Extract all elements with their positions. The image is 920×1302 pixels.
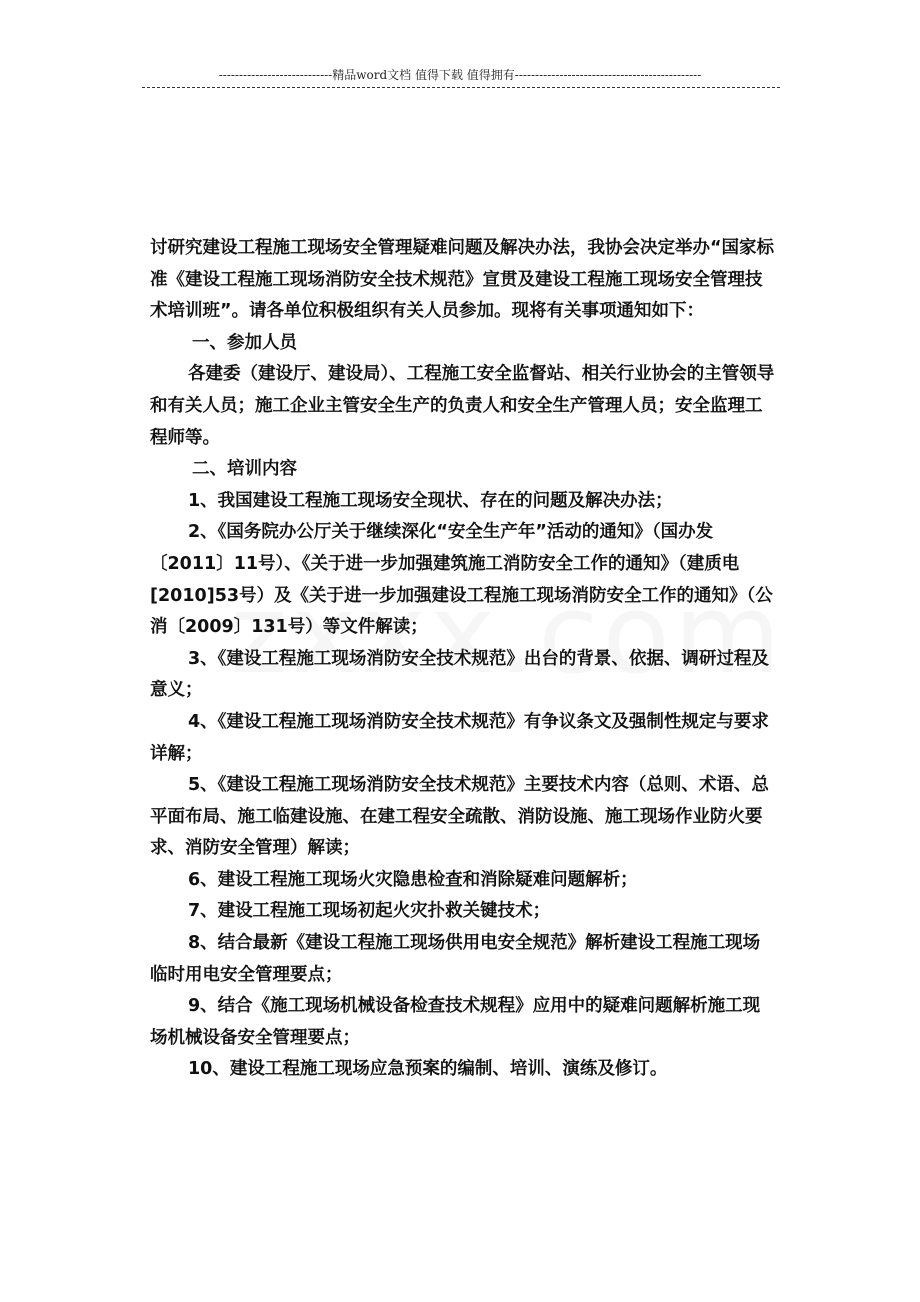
list-item: 9、结合《施工现场机械设备检查技术规程》应用中的疑难问题解析施工现场机械设备安全管理要点； bbox=[150, 996, 761, 1048]
list-item: 6、建设工程施工现场火灾隐患检查和消除疑难问题解析； bbox=[188, 869, 638, 890]
list-item: 3、《建设工程施工现场消防安全技术规范》出台的背景、依据、调研过程及意义； bbox=[150, 648, 769, 701]
list-item: 1、我国建设工程施工现场安全现状、存在的问题及解决办法； bbox=[188, 490, 673, 511]
section-1-heading: 一、参加人员 bbox=[192, 332, 297, 353]
document-body bbox=[150, 233, 775, 1086]
list-item: 4、《建设工程施工现场消防安全技术规范》有争议条文及强制性规定与要求详解； bbox=[150, 711, 769, 764]
list-item: 10、建设工程施工现场应急预案的编制、培训、演练及修订。 bbox=[188, 1059, 668, 1080]
header-divider bbox=[142, 87, 780, 88]
section-2-heading: 二、培训内容 bbox=[192, 459, 297, 480]
intro-paragraph: 讨研究建设工程施工现场安全管理疑难问题及解决办法，我协会决定举办“国家标准《建设工程施工现场消防安全技术规范》宣贯及建设工程施工现场安全管理技术培训班”。请各单位积极组织有关人员参加。现将有关事项通知如下： bbox=[150, 238, 774, 322]
list-item: 7、建设工程施工现场初起火灾扑救关键技术； bbox=[188, 901, 551, 922]
page-header: ----------------------------精品word文档 值得下载 值得拥有---------------------------------------------- bbox=[218, 68, 702, 82]
list-item: 5、《建设工程施工现场消防安全技术规范》主要技术内容（总则、术语、总平面布局、施工临建设施、在建工程安全疏散、消防设施、施工现场作业防火要求、消防安全管理）解读； bbox=[150, 775, 769, 859]
section-1-paragraph: 各建委（建设厅、建设局）、工程施工安全监督站、相关行业协会的主管领导和有关人员；施工企业主管安全生产的负责人和安全生产管理人员；安全监理工程师等。 bbox=[150, 364, 775, 448]
list-item: 2、《国务院办公厅关于继续深化“安全生产年”活动的通知》（国办发〔2011〕11号）、《关于进一步加强建筑施工消防安全工作的通知》（建质电[2010]53号）及《关于进一步加强建设工程施工现场消防安全工作的通知》（公消〔2009〕131号）等文件解读； bbox=[150, 522, 773, 638]
list-item: 8、结合最新《建设工程施工现场供用电安全规范》解析建设工程施工现场临时用电安全管理要点； bbox=[150, 933, 761, 985]
